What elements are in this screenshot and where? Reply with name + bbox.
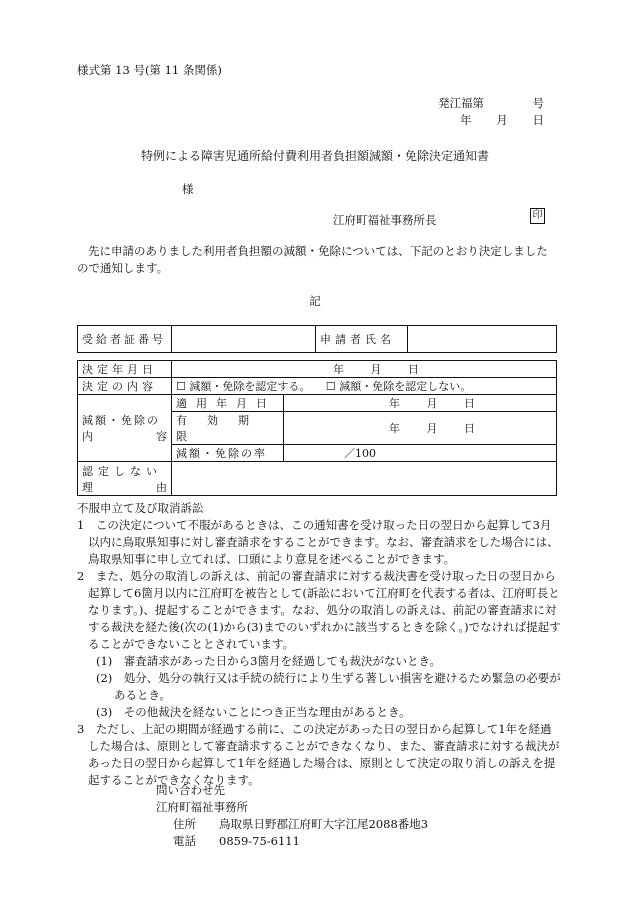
- appeal-section: [77, 500, 562, 789]
- rate-value[interactable]: ／100: [284, 445, 557, 462]
- address-value: 鳥取県日野郡江府町大字江尾2088番地3: [219, 817, 429, 831]
- recipient-no-field[interactable]: [172, 326, 316, 353]
- validity-value[interactable]: 年 月 日: [284, 412, 557, 445]
- date-year: 年: [460, 113, 472, 127]
- seal-mark: 印: [530, 208, 545, 224]
- recipient-no-label: 受給者証番号: [82, 333, 166, 346]
- address-label: 住所: [173, 817, 196, 831]
- decision-content-label: 決定の内容: [78, 378, 172, 395]
- phone-label: 電話: [173, 834, 196, 848]
- date-month: 月: [496, 113, 508, 127]
- phone-value: 0859-75-6111: [219, 834, 300, 848]
- date-day: 日: [532, 113, 544, 127]
- sender: 江府町福祉事務所長: [333, 213, 437, 227]
- appeal-heading: 不服申立て及び取消訴訟: [77, 501, 204, 515]
- applicant-table: [77, 325, 557, 353]
- addressee: 様: [182, 182, 194, 196]
- form-number: 様式第 13 号(第 11 条関係): [77, 63, 222, 77]
- decision-date-label: 決定年月日: [78, 361, 172, 378]
- appeal-paragraph-3: 3 ただし、上記の期間が経過する前に、この決定があった日の翌日から起算して1年を経過した場合は、原則として審査請求することができなくなり、また、審査請求に対する裁決があった日の翌日から起算して1年を経過した場合は、原則として決定の取り消しの訴えを提起することができなくなります。: [77, 722, 560, 787]
- applicant-field[interactable]: [408, 326, 557, 353]
- doc-number-prefix: 発江福第: [438, 96, 484, 110]
- issue-date: [460, 112, 544, 128]
- apply-date-label: 適用年月日: [172, 395, 284, 412]
- reason-label: 認定しない 理 由: [78, 462, 172, 496]
- decision-date-value[interactable]: 年 月 日: [172, 361, 557, 378]
- appeal-subitem-1: (1) 審査請求があった日から3箇月を経過しても裁決がないとき。: [96, 654, 442, 668]
- doc-number-suffix: 号: [532, 96, 544, 110]
- appeal-paragraph-1: 1 この決定について不服があるときは、この通知書を受け取った日の翌日から起算して3月以内に鳥取県知事に対し審査請求をすることができます。なお、審査請求をした場合には、鳥取県知事に申し立てれば、口頭により意見を述べることができます。: [77, 518, 559, 566]
- reduction-content-label: 減額・免除の 内 容: [78, 395, 172, 462]
- appeal-subitem-2: (2) 処分、処分の執行又は手続の続行により生ずる著しい損害を避けるため緊急の必要があるとき。: [96, 671, 561, 702]
- contact-office: 江府町福祉事務所: [156, 800, 248, 814]
- appeal-subitem-3: (3) その他裁決を経ないことにつき正当な理由があるとき。: [96, 705, 411, 719]
- rate-label: 減額・免除の率: [172, 445, 284, 462]
- document-number: [438, 95, 544, 111]
- ki-heading: 記: [309, 294, 321, 308]
- approve-checkbox[interactable]: ☐ 減額・免除を認定する。: [176, 380, 311, 393]
- applicant-label: 申請者氏名: [316, 326, 408, 353]
- contact-block: [156, 782, 428, 850]
- validity-label: 有効期限: [172, 412, 284, 445]
- document-title: 特例による障害児通所給付費利用者負担額減額・免除決定通知書: [140, 149, 489, 163]
- deny-checkbox[interactable]: ☐ 減額・免除を認定しない。: [325, 380, 472, 393]
- decision-table: [77, 360, 557, 496]
- apply-date-value[interactable]: 年 月 日: [284, 395, 557, 412]
- appeal-paragraph-2: 2 また、処分の取消しの訴えは、前記の審査請求に対する裁決書を受け取った日の翌日から起算して6箇月以内に江府町を被告として(訴訟において江府町を代表する者は、江府町長となります。)、提起することができます。なお、処分の取消しの訴えは、前記の審査請求に対する裁決を経た後(次の(1)から(3)までのいずれかに該当するときを除く。)でなければ提起することができないこととされています。: [77, 569, 561, 651]
- notice-body: 先に申請のありました利用者負担額の減額・免除については、下記のとおり決定しましたので通知します。: [77, 244, 548, 275]
- reason-field[interactable]: [172, 462, 557, 496]
- contact-heading: 問い合わせ先: [156, 783, 225, 797]
